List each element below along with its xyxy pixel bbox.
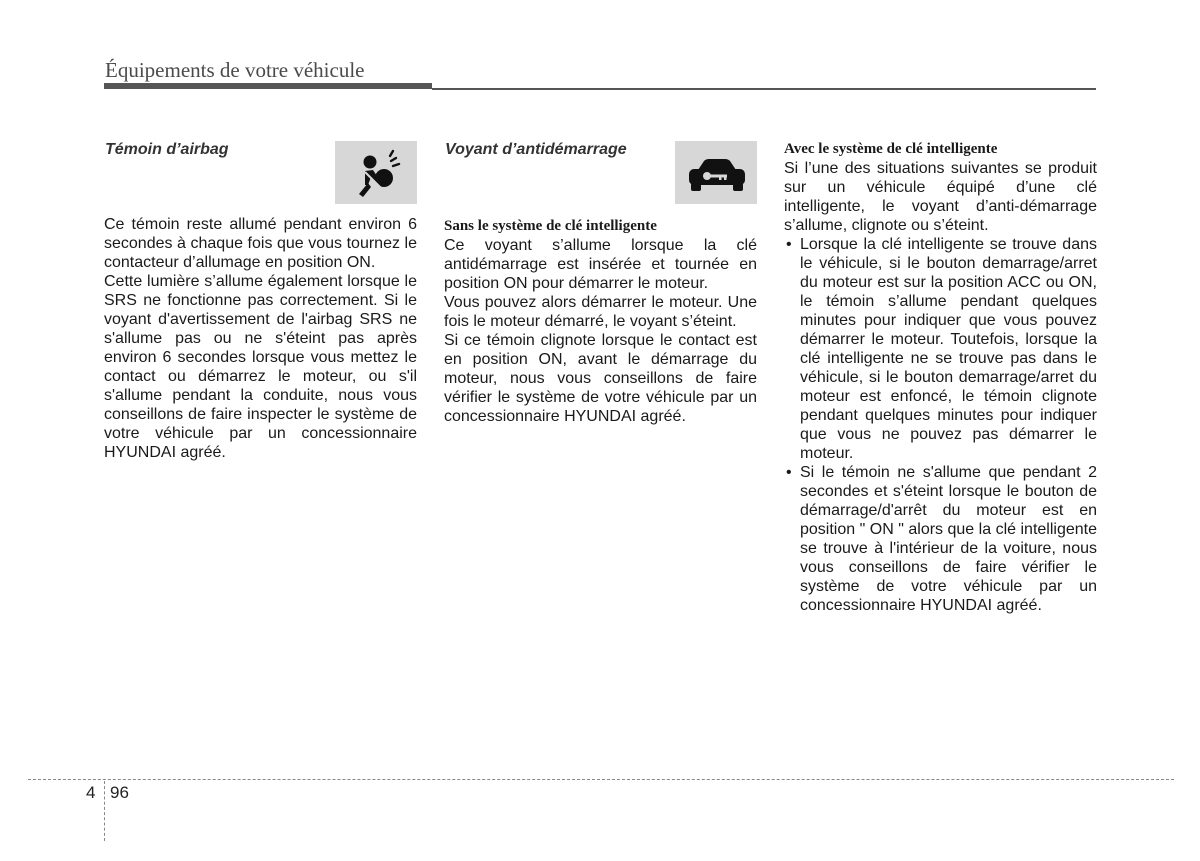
header-rule-thick <box>104 83 432 89</box>
page-header <box>104 56 1096 96</box>
page-number: 96 <box>110 783 129 802</box>
smart-key-intro: Si l’une des situations suivantes se produit sur un véhicule équipé d’une clé intelligente, le voyant d’anti-démarrage s’allume, clignote ou s’éteint. <box>784 160 1097 234</box>
immobilizer-paragraph-3: Si ce témoin clignote lorsque le contact est en position ON, avant le démarrage du moteur, nous vous conseillons de faire vérifier le système de votre véhicule par un concessionnaire HYUNDAI agréé. <box>444 332 757 425</box>
section-heading-airbag: Témoin d’airbag <box>105 141 229 158</box>
airbag-paragraph-1: Ce témoin reste allumé pendant environ 6 secondes à chaque fois que vous tournez le contacteur d’allumage en position ON. <box>104 216 417 271</box>
bullet-symbol: • <box>786 464 792 481</box>
column-smart-key <box>784 140 1097 615</box>
column-airbag <box>104 136 417 516</box>
footer-divider-horizontal <box>28 779 1174 780</box>
footer-divider-vertical <box>104 781 105 841</box>
airbag-paragraph-2: Cette lumière s’allume également lorsque le SRS ne fonctionne pas correctement. Si le voyant d'avertissement de l'airbag SRS ne s'allume pas ou ne s'éteint pas après environ 6 secondes lorsque vous mettez le contact ou démarrez le moteur, ou s'il s'allume pendant la conduite, nous vous conseillons de faire inspecter le système de votre véhicule par un concessionnaire HYUNDAI agréé. <box>104 273 417 461</box>
bullet-text: Lorsque la clé intelligente se trouve dans le véhicule, si le bouton demarrage/arret du moteur est sur la position ACC ou ON, le témoin s’allume pendant quelques minutes pour indiquer que vous pouvez démarrer le moteur. Toutefois, lorsque la clé intelligente ne se trouve pas dans le véhicule, si le bouton demarrage/arret du moteur est enfoncé, le témoin clignote pendant quelques minutes pour indiquer que vous ne pouvez pas démarrer le moteur. <box>800 236 1097 462</box>
chapter-number: 4 <box>86 783 96 802</box>
subheading-without-smart-key: Sans le système de clé intelligente <box>444 218 657 234</box>
section-heading-immobilizer: Voyant d’antidémarrage <box>445 141 627 158</box>
bullet-text: Si le témoin ne s'allume que pendant 2 secondes et s'éteint lorsque le bouton de démarrage/d'arrêt du moteur est en position " ON " alors que la clé intelligente se trouve à l'intérieur de la voiture, nous vous conseillons de faire vérifier le système de votre véhicule par un concessionnaire HYUNDAI agréé. <box>800 464 1097 614</box>
page-title: Équipements de votre véhicule <box>105 58 365 82</box>
header-rule-thin <box>432 88 1096 90</box>
bullet-symbol: • <box>786 236 792 253</box>
list-item <box>784 235 1097 463</box>
immobilizer-car-key-icon <box>675 141 757 204</box>
immobilizer-paragraph-1: Ce voyant s’allume lorsque la clé antidémarrage est insérée et tournée en position ON pour démarrer le moteur. <box>444 237 757 292</box>
column-immobilizer <box>444 136 757 466</box>
smart-key-bullet-list <box>784 235 1097 615</box>
immobilizer-paragraph-2: Vous pouvez alors démarrer le moteur. Une fois le moteur démarré, le voyant s’éteint. <box>444 294 757 330</box>
list-item <box>784 463 1097 615</box>
airbag-warning-icon <box>335 141 417 204</box>
subheading-with-smart-key: Avec le système de clé intelligente <box>784 141 998 157</box>
